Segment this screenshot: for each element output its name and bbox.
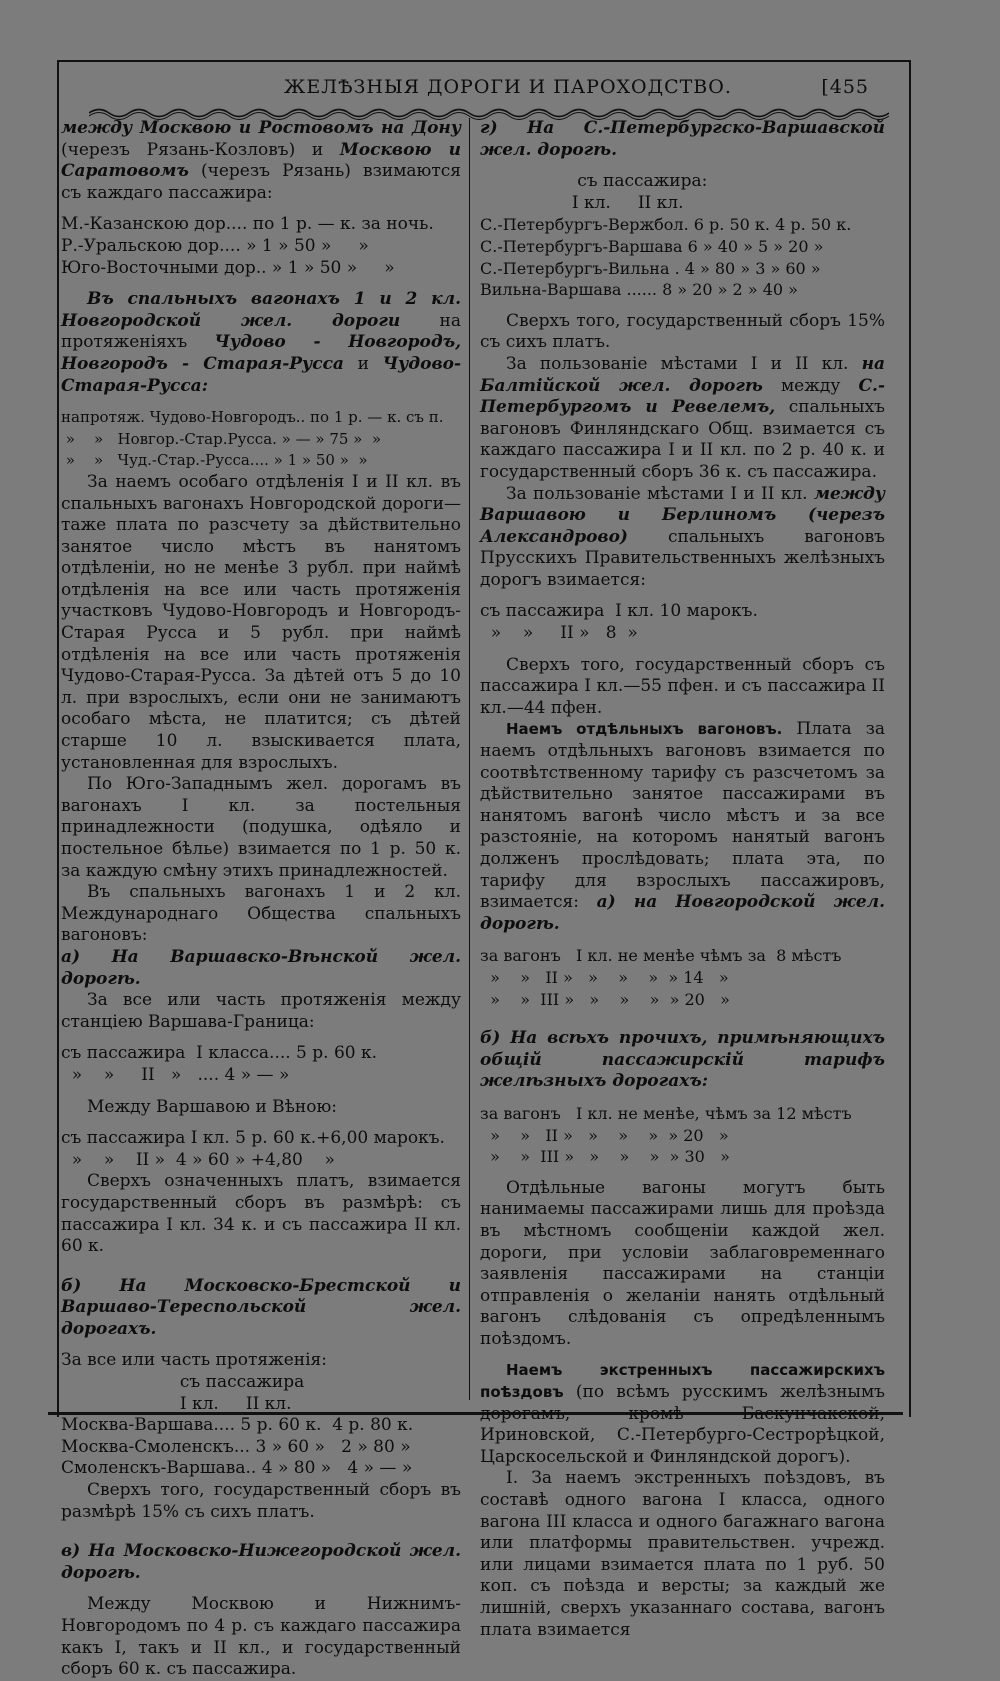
tariff-line: Р.-Уральскою дор.... » 1 » 50 » » [61, 235, 369, 256]
tariff-line: съ пассажира I кл. 5 р. 60 к.+6,00 марокъ. [61, 1128, 445, 1149]
tariff-line: Москва-Смоленскъ... 3 » 60 » 2 » 80 » [61, 1436, 411, 1457]
paragraph: Сверхъ того, государственный сборъ 15% съ сихъ платъ. [480, 310, 885, 353]
paragraph: Въ спальныхъ вагонахъ 1 и 2 кл. Международнаго Общества спальныхъ вагоновъ: [61, 882, 461, 946]
table-header: I кл. II кл. [480, 192, 684, 213]
text: Плата за наемъ отдѣльныхъ вагоновъ взимается по соотвѣтственному тарифу съ разсчетомъ за дѣйствительно занятое пассажирами въ нанятомъ вагонѣ число мѣстъ и за все разстояніе, на которомъ нанятый вагонъ долженъ прослѣдовать; плата эта, по тарифу для взрослыхъ пассажировъ, взимается: [480, 719, 885, 913]
tariff-line: » » Новгор.-Стар.Русса. » — » 75 » » [61, 429, 382, 448]
paragraph: Отдѣльные вагоны могутъ быть нанимаемы пассажирами лишь для проѣзда въ мѣстномъ сообщеніи каждой жел. дороги, при условіи заблаговременнаго заявленія пассажирами на станціи отправленія о желаніи нанять отдѣльный вагонъ слѣдованія съ опредѣленнымъ поѣздомъ. [480, 1177, 885, 1349]
paragraph-baltic [480, 354, 885, 484]
tariff-line: » » II » » » » » 20 » [480, 1125, 729, 1145]
paragraph: I. За наемъ экстренныхъ поѣздовъ, въ составѣ одного вагона I класса, одного вагона III класса и одного багажнаго вагона или платформы правительствен. учрежд. или лицами взимается плата по 1 руб. 50 коп. съ поѣзда и версты; за каждый же лишній, сверхъ указаннаго состава, вагонъ плата взимается [480, 1468, 885, 1640]
text: (черезъ Рязань) взимаются съ каждаго пассажира: [61, 161, 461, 203]
tariff-line: Юго-Восточными дор.. » 1 » 50 » » [61, 257, 395, 278]
paragraph-novgorod-sleeping [61, 289, 461, 397]
tariff-line: Вильна-Варшава ...... 8 » 20 » 2 » 40 » [480, 280, 798, 300]
tariff-line: » » II » 4 » 60 » +4,80 » [61, 1149, 335, 1170]
table-header: I кл. II кл. [61, 1393, 292, 1414]
tariff-line: С.-Петербургъ-Вильна . 4 » 80 » 3 » 60 » [480, 258, 821, 278]
text: (черезъ Рязань-Козловъ) и [61, 139, 324, 160]
paragraph-warsaw-berlin [480, 484, 885, 592]
tariff-line: С.-Петербургъ-Вержбол. 6 р. 50 к. 4 р. 50 к. [480, 215, 852, 235]
italic-text: а) на Новгородской жел. дорогѣ. [480, 892, 885, 934]
tariff-line: С.-Петербургъ-Варшава 6 » 40 » 5 » 20 » [480, 236, 824, 256]
text: спальныхъ вагоновъ Прусскихъ Правительственныхъ желѣзныхъ дорогъ взимается: [480, 526, 886, 590]
paragraph: Сверхъ того, государственный сборъ въ размѣрѣ 15% съ сихъ платъ. [61, 1480, 461, 1522]
paragraph: Между Москвою и Нижнимъ-Новгородомъ по 4 р. съ каждаго пассажира какъ I, такъ и II кл., и государственный сборъ 60 к. съ пассажира. [61, 1594, 461, 1680]
text: и [357, 353, 369, 374]
italic-text: Въ спальныхъ вагонахъ 1 и 2 кл. Новгородской жел. дороги [61, 289, 461, 331]
page-number: [455 [821, 76, 869, 98]
paragraph-separate-cars [480, 719, 885, 935]
column-divider [469, 118, 470, 1400]
tariff-line: » » Чуд.-Стар.-Русса.... » 1 » 50 » » [61, 451, 368, 470]
bold-text: Наемъ отдѣльныхъ вагоновъ. [506, 720, 783, 739]
tariff-line: » » II » 8 » [480, 623, 638, 644]
tariff-line: за вагонъ I кл. не менѣе чѣмъ за 8 мѣстъ [480, 946, 842, 966]
left-column [61, 118, 461, 1681]
tariff-line: » » III » » » » » 30 » [480, 1147, 730, 1167]
tariff-line: съ пассажира I класса.... 5 р. 60 к. [61, 1043, 378, 1064]
text: За пользованіе мѣстами I и II кл. [506, 483, 808, 504]
paragraph: За все или часть протяженія: [61, 1350, 328, 1371]
italic-text: между Москвою и Ростовомъ на Дону [61, 118, 461, 138]
tariff-line: М.-Казанскою дор.... по 1 р. — к. за ночь. [61, 214, 434, 235]
italic-text: С.-Петербургомъ и Ревелемъ, [480, 375, 886, 418]
text: За пользованіе мѣстами I и II кл. [506, 353, 849, 374]
tariff-line: Москва-Варшава.... 5 р. 60 к. 4 р. 80 к. [61, 1415, 414, 1436]
italic-text: Чудово - Новгородъ, Новгородъ - Старая-Русса [61, 332, 461, 374]
tariff-line: съ пассажира I кл. 10 марокъ. [480, 601, 758, 622]
running-header [59, 76, 909, 102]
paragraph: За все или часть протяженія между станціею Варшава-Граница: [61, 990, 461, 1032]
tariff-line: » » III » » » » » 20 » [480, 989, 730, 1009]
text: спальныхъ вагоновъ Финляндскаго Общ. взимается съ каждаго пассажира I и II кл. по 2 р. 40 к. и государственный сборъ 36 к. съ пассажира. [480, 397, 885, 482]
tariff-line: » » II » » » » » 14 » [480, 967, 729, 987]
text: (по всѣмъ русскимъ желѣзнымъ дорогамъ, кромѣ Баскунчакской, Ириновской, С.-Петербурго-Сестрорѣцкой, Царскосельской и Финляндской дорогъ). [480, 1382, 886, 1467]
table-header: съ пассажира: [480, 171, 708, 192]
text: на протяженіяхъ [61, 310, 461, 353]
italic-text: Чудово-Старая-Русса: [61, 353, 462, 396]
section-heading-b2: б) На всѣхъ прочихъ, примѣняющихъ общій пассажирскій тарифъ желѣзныхъ дорогахъ: [480, 1028, 885, 1092]
section-heading-a: а) На Варшавско-Вѣнской жел. дорогѣ. [61, 946, 461, 989]
tariff-line: Смоленскъ-Варшава.. 4 » 80 » 4 » — » [61, 1458, 413, 1479]
paragraph: Сверхъ означенныхъ платъ, взимается государственный сборъ въ размѣрѣ: съ пассажира I кл. 34 к. и съ пассажира II кл. 60 к. [61, 1171, 461, 1257]
paragraph: За наемъ особаго отдѣленія I и II кл. въ спальныхъ вагонахъ Новгородской дороги— таже плата по разсчету за дѣйствительно занятое число мѣстъ въ нанятомъ отдѣленіи, но не менѣе 3 рубл. при наймѣ отдѣленія на все или часть протяженія участковъ Чудово-Новгородъ и Новгородъ-Старая Русса и 5 рубл. при наймѣ отдѣленія на все или часть протяженія Чудово-Старая-Русса. За дѣтей отъ 5 до 10 л. при взрослыхъ, если они не занимаютъ особаго мѣста, не платится; съ дѣтей старше 10 л. взыскивается плата, установленная для взрослыхъ. [61, 471, 461, 773]
bold-text: Наемъ экстренныхъ пассажирскихъ поѣздовъ [480, 1361, 885, 1402]
tariff-line: за вагонъ I кл. не менѣе, чѣмъ за 12 мѣстъ [480, 1103, 852, 1123]
right-column [480, 118, 885, 1641]
italic-text: между Варшавою и Берлиномъ (черезъ Александрово) [480, 483, 885, 547]
paragraph: Между Варшавою и Вѣною: [87, 1096, 338, 1117]
paragraph: Сверхъ того, государственный сборъ съ пассажира I кл.—55 пфен. и съ пассажира II кл.—44 пфен. [480, 654, 885, 718]
italic-text: Москвою и Саратовомъ [61, 139, 462, 182]
table-header: съ пассажира [61, 1372, 305, 1393]
paragraph-moscow-rostov [61, 118, 461, 204]
section-heading-b: б) На Московско-Брестской и Варшаво-Тереспольской жел. дорогахъ. [61, 1275, 461, 1339]
paragraph-express-trains [480, 1360, 885, 1468]
italic-text: на Балтійской жел. дорогѣ [480, 353, 885, 396]
text: между [780, 375, 841, 396]
section-heading-g: г) На С.-Петербургско-Варшавской жел. дорогѣ. [480, 118, 885, 160]
tariff-line: напротяж. Чудово-Новгородъ.. по 1 р. — к. съ п. [61, 408, 444, 427]
section-heading-v: в) На Московско-Нижегородской жел. дорогѣ. [61, 1541, 461, 1583]
paragraph: По Юго-Западнымъ жел. дорогамъ въ вагонахъ I кл. за постельныя принадлежности (подушка, одѣяло и постельное бѣлье) взимается по 1 р. 50 к. за каждую смѣну этихъ принадлежностей. [61, 774, 461, 881]
tariff-line: » » II » .... 4 » — » [61, 1064, 290, 1085]
page-title: ЖЕЛѢЗНЫЯ ДОРОГИ И ПАРОХОДСТВО. [284, 76, 732, 98]
